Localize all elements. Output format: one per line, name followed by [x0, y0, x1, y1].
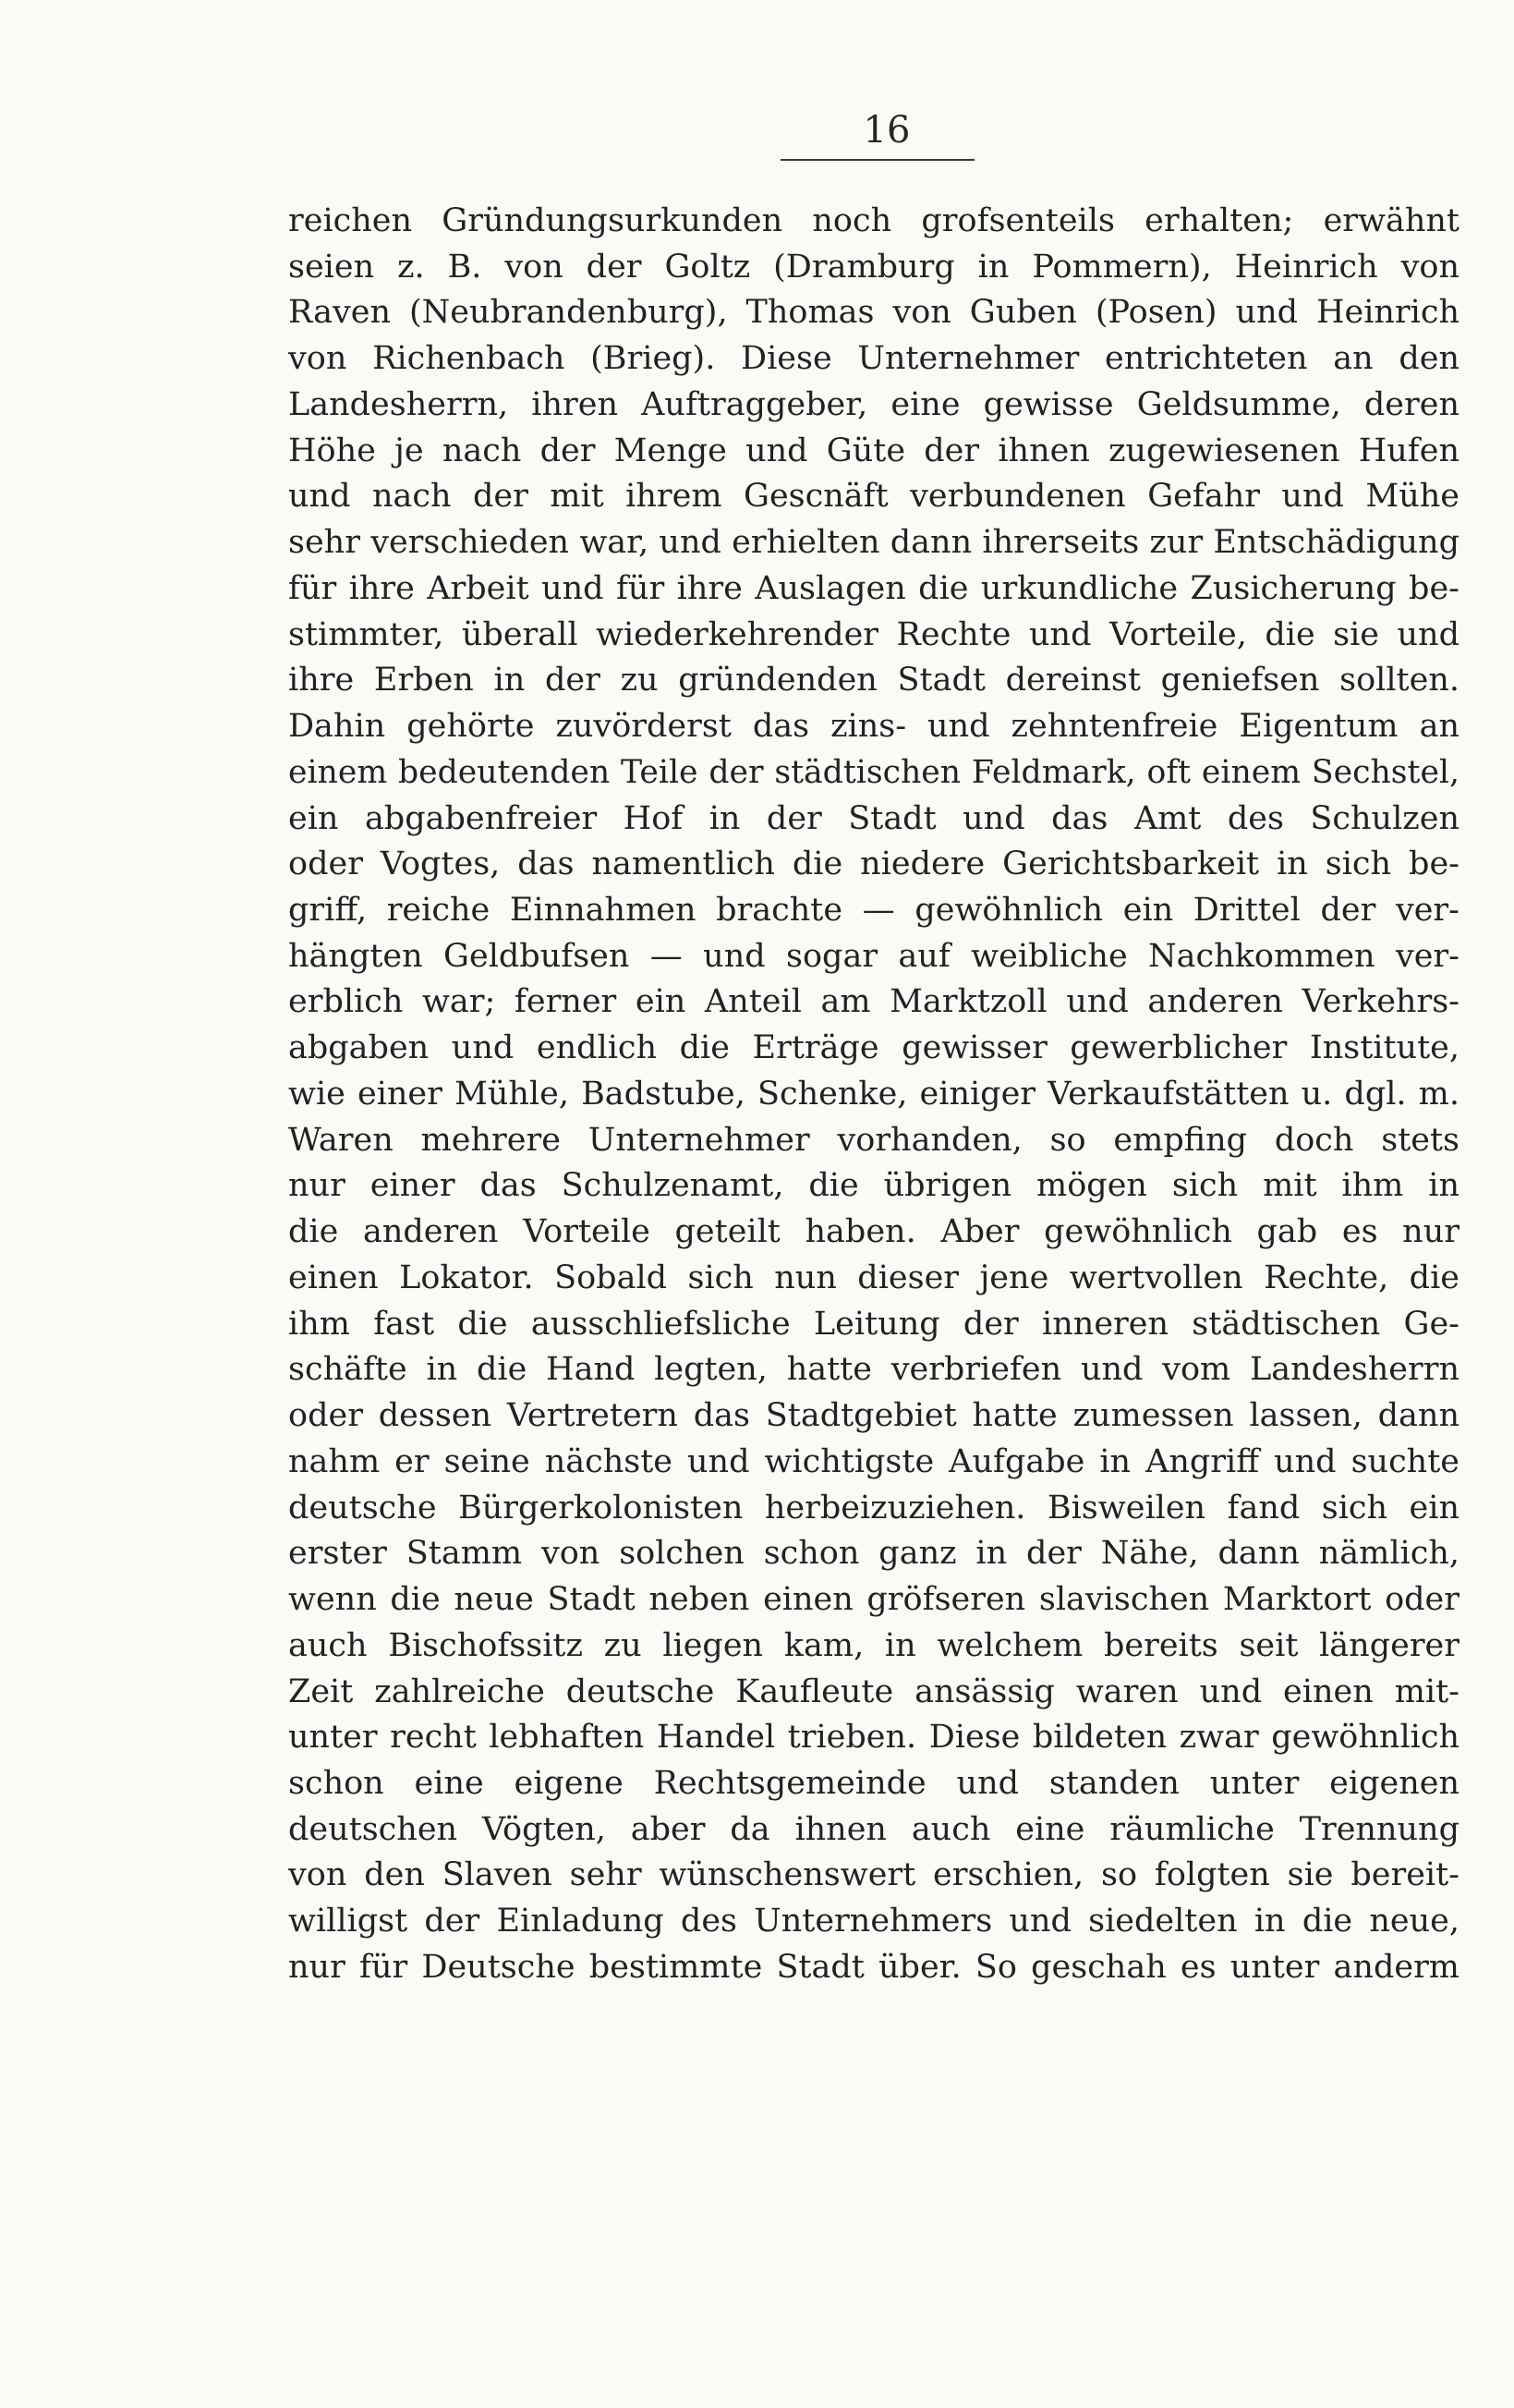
text-line: Dahin gehörte zuvörderst das zins- und zehntenfreie Eigentum an [288, 708, 1459, 746]
text-line: sehr verschieden war, und erhielten dann ihrerseits zur Entschädigung [288, 524, 1459, 562]
text-line: nur einer das Schulzenamt, die übrigen mögen sich mit ihm in [288, 1167, 1459, 1205]
text-line: ein abgabenfreier Hof in der Stadt und das Amt des Schulzen [288, 799, 1459, 837]
page-number: 16 [863, 109, 911, 152]
text-line: hängten Geldbufsen — und sogar auf weibliche Nachkommen ver- [288, 937, 1459, 975]
text-line: unter recht lebhaften Handel trieben. Diese bildeten zwar gewöhnlich [288, 1719, 1459, 1757]
text-line: von den Slaven sehr wünschenswert erschien, so folgten sie bereit- [288, 1856, 1459, 1894]
header-rule [781, 159, 975, 161]
text-line: stimmter, überall wiederkehrender Rechte und Vorteile, die sie und [288, 615, 1459, 653]
text-line: nur für Deutsche bestimmte Stadt über. So geschah es unter anderm [288, 1948, 1459, 1986]
text-line: Raven (Neubrandenburg), Thomas von Guben (Posen) und Heinrich [288, 294, 1459, 332]
text-line: schon eine eigene Rechtsgemeinde und standen unter eigenen [288, 1764, 1459, 1802]
text-line: wenn die neue Stadt neben einen gröfseren slavischen Marktort oder [288, 1581, 1459, 1619]
text-line: seien z. B. von der Goltz (Dramburg in Pommern), Heinrich von [288, 248, 1459, 286]
text-line: von Richenbach (Brieg). Diese Unternehmer entrichteten an den [288, 340, 1459, 378]
text-line: oder Vogtes, das namentlich die niedere Gerichtsbarkeit in sich be- [288, 845, 1459, 883]
text-line: ihre Erben in der zu gründenden Stadt dereinst geniefsen sollten. [288, 662, 1459, 699]
text-line: deutschen Vögten, aber da ihnen auch eine räumliche Trennung [288, 1810, 1459, 1848]
text-line: nahm er seine nächste und wichtigste Aufgabe in Angriff und suchte [288, 1442, 1459, 1480]
text-line: einen Lokator. Sobald sich nun dieser jene wertvollen Rechte, die [288, 1259, 1459, 1296]
text-line: Zeit zahlreiche deutsche Kaufleute ansässig waren und einen mit- [288, 1672, 1459, 1710]
text-line: auch Bischofssitz zu liegen kam, in welchem bereits seit längerer [288, 1626, 1459, 1664]
text-line: ihm fast die ausschliefsliche Leitung der inneren städtischen Ge- [288, 1305, 1459, 1343]
text-line: griff, reiche Einnahmen brachte — gewöhnlich ein Drittel der ver- [288, 892, 1459, 930]
text-line: erster Stamm von solchen schon ganz in der Nähe, dann nämlich, [288, 1535, 1459, 1573]
text-line: erblich war; ferner ein Anteil am Marktzoll und anderen Verkehrs- [288, 983, 1459, 1021]
text-line: Höhe je nach der Menge und Güte der ihnen zugewiesenen Hufen [288, 432, 1459, 469]
text-line: Landesherrn, ihren Auftraggeber, eine gewisse Geldsumme, deren [288, 385, 1459, 423]
text-line: wie einer Mühle, Badstube, Schenke, einiger Verkaufstätten u. dgl. m. [288, 1075, 1459, 1113]
text-line: einem bedeutenden Teile der städtischen Feldmark, oft einem Sechstel, [288, 753, 1459, 791]
text-line: oder dessen Vertretern das Stadtgebiet hatte zumessen lassen, dann [288, 1397, 1459, 1435]
text-line: Waren mehrere Unternehmer vorhanden, so empfing doch stets [288, 1121, 1459, 1159]
text-line: die anderen Vorteile geteilt haben. Aber gewöhnlich gab es nur [288, 1213, 1459, 1251]
body-text [288, 199, 1459, 1991]
text-line: für ihre Arbeit und für ihre Auslagen die urkundliche Zusicherung be- [288, 569, 1459, 607]
text-line: abgaben und endlich die Erträge gewisser gewerblicher Institute, [288, 1029, 1459, 1067]
text-line: reichen Gründungsurkunden noch grofsenteils erhalten; erwähnt [288, 202, 1459, 239]
text-line: deutsche Bürgerkolonisten herbeizuziehen. Bisweilen fand sich ein [288, 1489, 1459, 1526]
text-line: schäfte in die Hand legten, hatte verbriefen und vom Landesherrn [288, 1351, 1459, 1389]
text-line: willigst der Einladung des Unternehmers und siedelten in die neue, [288, 1903, 1459, 1940]
text-line: und nach der mit ihrem Gescnäft verbundenen Gefahr und Mühe [288, 478, 1459, 516]
